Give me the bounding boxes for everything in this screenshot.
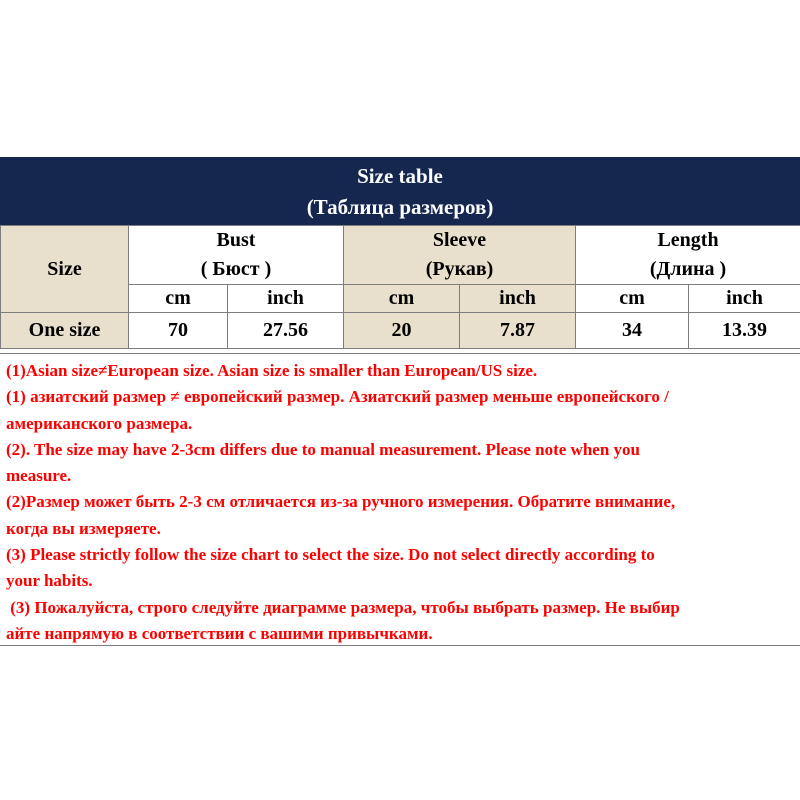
table-header bbox=[0, 157, 800, 225]
group-header-length bbox=[576, 226, 800, 285]
group-name-ru: (Длина ) bbox=[649, 258, 727, 280]
value-cell: 27.56 bbox=[228, 313, 344, 349]
group-name: Bust bbox=[216, 229, 256, 251]
value-cell: 34 bbox=[576, 313, 689, 349]
note-item: (1)Asian size≠European size. Asian size is smaller than European/US size. bbox=[6, 361, 538, 380]
unit-cell: inch bbox=[228, 285, 344, 313]
group-header-row bbox=[1, 226, 800, 285]
size-notes bbox=[0, 353, 800, 646]
note-item: (3) Please strictly follow the size chart to select the size. Do not select directly according to your habits. bbox=[6, 545, 655, 591]
value-cell: 20 bbox=[344, 313, 460, 349]
unit-cell: inch bbox=[689, 285, 800, 313]
size-table bbox=[0, 225, 800, 349]
group-name-ru: (Рукав) bbox=[425, 258, 494, 280]
value-cell: 7.87 bbox=[460, 313, 576, 349]
unit-cell: cm bbox=[129, 285, 228, 313]
size-chart bbox=[0, 157, 800, 646]
note-item: (3) Пожалуйста, строго следуйте диаграмме размера, чтобы выбрать размер. Не выбир айте напрямую в соответствии с вашими привычками. bbox=[6, 597, 680, 643]
size-cell: One size bbox=[1, 313, 129, 349]
size-header-cell: Size bbox=[1, 226, 129, 313]
unit-cell: cm bbox=[576, 285, 689, 313]
note-item: (1) азиатский размер ≠ европейский размер. Азиатский размер меньше европейского / американского размера. bbox=[6, 387, 669, 433]
group-header-bust bbox=[129, 226, 344, 285]
unit-cell: inch bbox=[460, 285, 576, 313]
note-item: (2)Размер может быть 2-3 см отличается из-за ручного измерения. Обратите внимание, когда вы измеряете. bbox=[6, 492, 676, 538]
group-name: Sleeve bbox=[432, 229, 487, 251]
group-header-sleeve bbox=[344, 226, 576, 285]
table-row bbox=[1, 313, 800, 349]
group-name-ru: ( Бюст ) bbox=[200, 258, 272, 280]
table-title: Size table bbox=[357, 164, 443, 188]
value-cell: 70 bbox=[129, 313, 228, 349]
unit-cell: cm bbox=[344, 285, 460, 313]
note-item: (2). The size may have 2-3cm differs due to manual measurement. Please note when you measure. bbox=[6, 439, 640, 486]
group-name: Length bbox=[657, 229, 719, 251]
table-subtitle: (Таблица размеров) bbox=[306, 195, 494, 219]
value-cell: 13.39 bbox=[689, 313, 800, 349]
